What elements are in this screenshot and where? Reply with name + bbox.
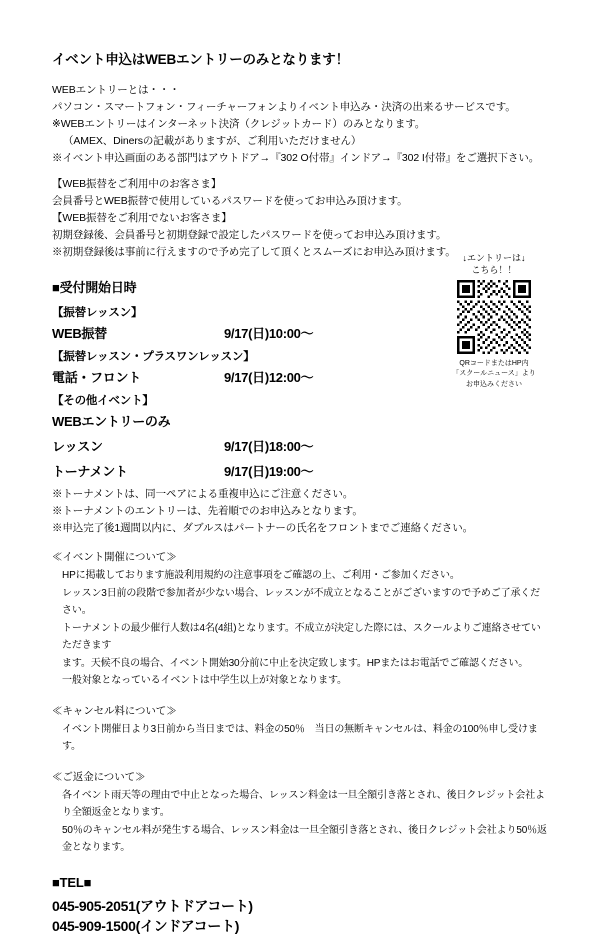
qr-code-svg <box>457 280 531 354</box>
qr-caption-bottom-line-1: QRコードまたはHP内 <box>459 360 529 368</box>
qr-caption-top <box>440 252 548 276</box>
refund-info-heading: ≪ご返金について≫ <box>52 770 146 783</box>
group-heading-other: 【その他イベント】 <box>52 395 154 407</box>
event-info-line-1: HPに掲載しております施設利用規約の注意事項をご確認の上、ご利用・ご参加ください。 <box>62 570 460 582</box>
schedule-row <box>52 411 548 430</box>
furikae-block1-line: 会員番号とWEB振替で使用しているパスワードを使ってお申込み頂けます。 <box>52 195 408 207</box>
furikae-block2-line-1: 初期登録後、会員番号と初期登録で設定したパスワードを使ってお申込み頂けます。 <box>52 229 447 241</box>
reception-notes <box>52 486 548 536</box>
schedule-row <box>52 436 548 455</box>
schedule-label: WEBエントリーのみ <box>52 414 171 429</box>
intro-line-2: ※WEBエントリーはインターネット決済（クレジットカード）のみとなります。 <box>52 118 426 130</box>
schedule-row <box>52 461 548 480</box>
event-info-heading: ≪イベント開催について≫ <box>52 551 177 564</box>
reception-note-3: ※申込完了後1週間以内に、ダブルスはパートナーの氏名をフロントまでご連絡ください。 <box>52 521 474 534</box>
intro-lead: WEBエントリーとは・・・ <box>52 84 180 96</box>
schedule-label: 電話・フロント <box>52 370 141 385</box>
qr-entry-block <box>440 252 548 390</box>
qr-caption-bottom <box>440 359 548 389</box>
reception-group-other <box>52 392 548 480</box>
cancel-info-section <box>52 703 548 756</box>
intro-line-3: （AMEX、Dinersの記載がありますが、ご利用いただけません） <box>63 135 362 147</box>
page-title: イベント申込はWEBエントリーのみとなります！ <box>52 52 349 67</box>
refund-info-line-2: 50％のキャンセル料が発生する場合、レッスン料金は一旦全額引き落とされ、後日クレジット会社より50％返金となります。 <box>62 824 547 854</box>
refund-info-section <box>52 769 548 857</box>
tel-indoor: 045-909-1500(インドアコート) <box>52 918 240 935</box>
qr-code-icon[interactable] <box>457 280 531 354</box>
event-info-section <box>52 549 548 690</box>
schedule-time: 9/17(日)12:00～ <box>224 370 314 385</box>
group-heading-furikae: 【振替レッスン】 <box>52 307 143 319</box>
schedule-time: 9/17(日)18:00～ <box>224 439 314 454</box>
furikae-block2-line-2: ※初期登録後は事前に行えますので予め完了して頂くとスムーズにお申込み頂けます。 <box>52 246 456 258</box>
schedule-time: 9/17(日)19:00～ <box>224 464 314 479</box>
qr-caption-top-line-1: ↓エントリーは↓ <box>462 253 526 263</box>
schedule-label: WEB振替 <box>52 326 107 341</box>
cancel-info-line-1: イベント開催日より3日前から当日までは、料金の50％ 当日の無断キャンセルは、料金の100％申し受けます。 <box>62 723 538 753</box>
event-info-line-3: トーナメントの最少催行人数は4名(4組)となります。不成立が決定した際には、スクールよりご連絡させていただきます <box>62 622 541 652</box>
reception-note-1: ※トーナメントは、同一ペアによる重複申込にご注意ください。 <box>52 488 354 500</box>
reception-title: ■受付開始日時 <box>52 280 137 295</box>
event-info-line-5: 一般対象となっているイベントは中学生以上が対象となります。 <box>62 675 347 687</box>
schedule-time: 9/17(日)10:00～ <box>224 326 314 341</box>
tel-section <box>52 875 548 936</box>
cancel-info-heading: ≪キャンセル料について≫ <box>52 704 177 717</box>
qr-caption-top-line-2: こちら！！ <box>471 265 517 276</box>
qr-caption-bottom-line-3: お申込みください <box>466 380 522 388</box>
intro-line-4: ※イベント申込画面のある部門はアウトドア→『302 O付帯』インドア→『302 I付帯』をご選択下さい。 <box>52 152 540 164</box>
schedule-label: レッスン <box>52 439 103 454</box>
tel-heading: ■TEL■ <box>52 874 92 890</box>
reception-note-2: ※トーナメントのエントリーは、先着順でのお申込みとなります。 <box>52 504 363 517</box>
event-info-line-4: ます。天候不良の場合、イベント開始30分前に中止を決定致します。HPまたはお電話でご確認ください。 <box>62 657 529 669</box>
refund-info-line-1: 各イベント雨天等の理由で中止となった場合、レッスン料金は一旦全額引き落とされ、後日クレジット会社より全額返金となります。 <box>62 789 545 819</box>
intro-line-1: パソコン・スマートフォン・フィーチャーフォンよりイベント申込み・決済の出来るサービスです。 <box>52 101 516 113</box>
furikae-section <box>52 176 548 261</box>
group-heading-plusone: 【振替レッスン・プラスワンレッスン】 <box>52 351 255 363</box>
schedule-label: トーナメント <box>52 464 128 479</box>
qr-caption-bottom-line-2: 「スクールニュース」より <box>452 370 536 378</box>
event-info-line-2: レッスン3日前の段階で参加者が少ない場合、レッスンが不成立となることがございますので予めご了承ください。 <box>62 587 541 617</box>
furikae-block1-title: 【WEB振替をご利用中のお客さま】 <box>52 178 222 190</box>
tel-outdoor: 045-905-2051(アウトドアコート) <box>52 897 253 914</box>
intro-section <box>52 82 548 167</box>
furikae-block2-title: 【WEB振替をご利用でないお客さま】 <box>52 212 232 224</box>
